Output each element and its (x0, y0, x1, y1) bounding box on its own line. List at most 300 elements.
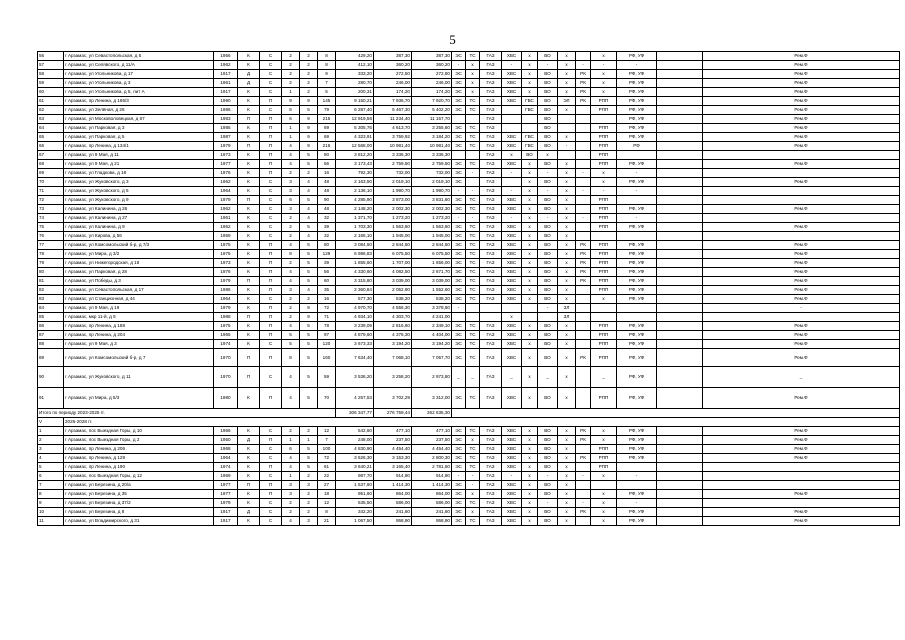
table-cell: ГАЗ (480, 160, 502, 169)
table-cell: С (260, 178, 282, 187)
table-cell: ГВС (522, 133, 538, 142)
table-cell: х (558, 241, 576, 250)
table-cell: ВО (538, 268, 558, 277)
table-cell: ХВС (502, 295, 522, 304)
table-cell: ХВС (502, 196, 522, 205)
section-number: V (38, 418, 64, 427)
table-cell: ГАЗ (480, 268, 502, 277)
table-cell: 3 640,21 (336, 463, 374, 472)
table-cell: С (260, 427, 282, 436)
table-cell: х (522, 169, 538, 178)
table-row (38, 169, 900, 178)
table-cell: 5 (300, 268, 318, 277)
table-cell: Рем.Ф (703, 115, 900, 124)
table-cell: 70 (38, 178, 64, 187)
table-cell: ТС (466, 142, 480, 151)
table-cell: - (617, 169, 657, 178)
table-cell (576, 445, 591, 454)
table-row (38, 445, 900, 454)
table-cell: 4 (282, 322, 300, 331)
table-cell: х (558, 508, 576, 517)
table-cell: С (260, 196, 282, 205)
table-cell: С (260, 187, 282, 196)
table-cell: С (260, 88, 282, 97)
table-cell: х (522, 259, 538, 268)
table-cell: 4 830,90 (336, 445, 374, 454)
address-cell: г Арзамас, пос Выездная Горы, д 10 (64, 427, 214, 436)
table-cell: РФ, УФ (617, 295, 657, 304)
table-cell: 1961 (214, 214, 238, 223)
table-cell: ГАЗ (480, 490, 502, 499)
table-cell: П (260, 160, 282, 169)
table-cell: РПП (591, 241, 617, 250)
table-cell (657, 232, 703, 241)
table-cell: 9 (282, 97, 300, 106)
table-cell: ХВС (502, 268, 522, 277)
table-row (38, 214, 900, 223)
table-row (38, 436, 900, 445)
table-cell: 3 173,43 (336, 160, 374, 169)
table-cell: 241,60 (412, 508, 452, 517)
table-cell: ТС (466, 322, 480, 331)
table-cell (576, 151, 591, 160)
table-cell (576, 205, 591, 214)
table-cell: П (238, 142, 260, 151)
table-cell: ВО (538, 115, 558, 124)
table-cell: х (558, 445, 576, 454)
table-cell: ЭС (452, 499, 466, 508)
table-cell: ВО (538, 232, 558, 241)
table-cell: 2 (300, 88, 318, 97)
table-cell: - (502, 61, 522, 70)
table-cell: П (260, 259, 282, 268)
table-cell: 1976 (214, 169, 238, 178)
table-cell: 914,90 (374, 472, 412, 481)
table-cell: х (591, 169, 617, 178)
table-cell: РФ, УФ (617, 436, 657, 445)
table-cell: К (238, 304, 260, 313)
table-cell: П (238, 313, 260, 322)
address-cell: г Арзамас, ул Угольникова, д 3 (64, 79, 214, 88)
table-cell: П (260, 490, 282, 499)
table-cell: С (260, 205, 282, 214)
table-cell: РФ, УФ (617, 259, 657, 268)
table-cell: РФ, УФ (617, 340, 657, 349)
table-cell: 4 (282, 454, 300, 463)
table-cell: ХВС (502, 490, 522, 499)
table-cell: 71 (38, 187, 64, 196)
table-cell: ХВС (502, 286, 522, 295)
table-cell: 5 (300, 259, 318, 268)
table-cell: С (260, 295, 282, 304)
table-cell: 3 184,20 (412, 133, 452, 142)
table-cell: РПП (591, 445, 617, 454)
table-cell: П (260, 481, 282, 490)
table-cell: РФ, УФ (617, 445, 657, 454)
table-cell: ЭС (452, 340, 466, 349)
table-cell (576, 133, 591, 142)
table-cell: 120 (318, 340, 336, 349)
table-cell: х (522, 205, 538, 214)
table-cell: Рем.Ф (703, 52, 900, 61)
table-cell: ЭС (452, 124, 466, 133)
table-cell: х (558, 268, 576, 277)
table-row: 90 г Арзамас, ул Жуковского, д 11 1970 П С 4 5 59 3 536,20 3 258,20 2 973,80 _ _ ГАЗ _ х _ х _ РФ, УФ _ (38, 367, 900, 388)
table-cell: 5 (282, 331, 300, 340)
table-cell: 2 (300, 472, 318, 481)
table-cell: 3 336,30 (374, 151, 412, 160)
table-cell: РК (576, 268, 591, 277)
table-cell: 1917 (214, 70, 238, 79)
table-cell: ХВС (502, 331, 522, 340)
table-cell: х (502, 151, 522, 160)
table-cell (657, 508, 703, 517)
table-cell: С (260, 52, 282, 61)
table-cell: Д (238, 436, 260, 445)
address-cell: г Арзамас, ул Зелёная, д 26 (64, 106, 214, 115)
table-row (38, 61, 900, 70)
table-cell: ЭС (452, 232, 466, 241)
table-row (38, 313, 900, 322)
table-cell (591, 115, 617, 124)
table-cell (657, 517, 703, 526)
table-cell: РК (576, 427, 591, 436)
table-cell: 3 378,60 (412, 304, 452, 313)
table-cell: С (260, 70, 282, 79)
table-cell: 1 (282, 124, 300, 133)
table-cell: 2 019,10 (374, 178, 412, 187)
table-cell: 39 (318, 223, 336, 232)
table-cell: 9 (38, 499, 64, 508)
table-cell: 2 (300, 499, 318, 508)
table-cell: РПП (591, 214, 617, 223)
table-cell: 3 (300, 517, 318, 526)
table-cell: ВО (538, 97, 558, 106)
table-cell: К (238, 205, 260, 214)
table-cell: ХВС (502, 499, 522, 508)
period-total-label: Итого по периоду 2023-2025 гг. (38, 409, 336, 418)
table-cell: 61 (38, 97, 64, 106)
table-cell: РФ, УФ (617, 517, 657, 526)
table-cell: ТС (466, 223, 480, 232)
table-cell: 1985 (214, 124, 238, 133)
table-cell: ХВС (502, 454, 522, 463)
table-cell: РПП (591, 124, 617, 133)
table-cell: РПП (591, 160, 617, 169)
table-cell: ГАЗ (480, 223, 502, 232)
table-cell: РПП (591, 454, 617, 463)
table-cell: ВО (538, 178, 558, 187)
table-cell: К (238, 124, 260, 133)
table-cell: 2 844,50 (412, 241, 452, 250)
table-cell: х (466, 61, 480, 70)
table-cell: К (238, 268, 260, 277)
table-cell: 914,90 (412, 472, 452, 481)
rows-2023-2025 (38, 52, 900, 349)
table-cell: 732,00 (374, 169, 412, 178)
table-cell: П (238, 481, 260, 490)
table-cell: 71 (318, 313, 336, 322)
table-cell: 3 (282, 481, 300, 490)
table-cell (576, 322, 591, 331)
table-cell: х (558, 436, 576, 445)
table-cell: РК (576, 454, 591, 463)
table-cell: 1 (282, 436, 300, 445)
table-cell: - (538, 187, 558, 196)
table-cell: 1962 (214, 178, 238, 187)
table-cell: - (617, 61, 657, 70)
table-cell: ТС (466, 106, 480, 115)
table-cell: х (558, 214, 576, 223)
table-cell: 4 454,40 (374, 445, 412, 454)
table-cell: РФ (617, 142, 657, 151)
table-cell (502, 304, 522, 313)
table-cell: х (558, 52, 576, 61)
table-cell: 3 831,60 (412, 196, 452, 205)
table-cell: 5 402,20 (412, 106, 452, 115)
table-row (38, 508, 900, 517)
table-cell: ГАЗ (480, 70, 502, 79)
table-cell: С (260, 79, 282, 88)
table-cell: 39 (318, 259, 336, 268)
period-total-area: 306 347,77 (336, 409, 374, 418)
table-cell: 5 (300, 151, 318, 160)
table-cell: ГАЗ (480, 106, 502, 115)
table-cell: 2 (282, 61, 300, 70)
table-cell: ХВС (502, 259, 522, 268)
table-cell: ХВС (502, 133, 522, 142)
table-cell: х (502, 313, 522, 322)
table-cell (657, 313, 703, 322)
table-cell: 4 613,70 (374, 124, 412, 133)
table-cell: 5 (300, 223, 318, 232)
table-cell: - (576, 472, 591, 481)
address-cell: г Арзамас, пр Ленина, д 204 (64, 331, 214, 340)
table-cell: 5 (318, 88, 336, 97)
table-cell: 1 563,60 (374, 223, 412, 232)
table-cell: 12 (318, 499, 336, 508)
table-cell: х (522, 499, 538, 508)
table-cell: 2 (282, 499, 300, 508)
table-cell: РК (576, 88, 591, 97)
table-cell: 1977 (214, 481, 238, 490)
table-cell (502, 115, 522, 124)
table-cell: К (238, 187, 260, 196)
table-cell: РФ, УФ (617, 52, 657, 61)
table-cell: х (522, 517, 538, 526)
table-cell: х (558, 499, 576, 508)
table-cell: 3 153,30 (374, 454, 412, 463)
table-cell: ХВС (502, 88, 522, 97)
table-cell: ГАЗ (480, 286, 502, 295)
table-cell: ГАЗ (480, 331, 502, 340)
table-cell: 5 (300, 277, 318, 286)
table-cell: П (260, 169, 282, 178)
table-cell: Рем.Ф (703, 427, 900, 436)
table-cell: 9 (300, 304, 318, 313)
address-cell: г Арзамас, ул Жуковского, д 5 (64, 187, 214, 196)
table-cell: Д (238, 70, 260, 79)
table-cell: 1986 (214, 106, 238, 115)
table-cell: 1917 (214, 88, 238, 97)
table-cell: РПП (591, 196, 617, 205)
table-cell: 2 002,30 (412, 205, 452, 214)
table-cell: 3 336,30 (412, 151, 452, 160)
table-cell: 5 (38, 463, 64, 472)
table-cell: 2 (282, 52, 300, 61)
table-cell: ГАЗ (480, 115, 502, 124)
table-cell: РФ, УФ (617, 286, 657, 295)
table-cell (522, 115, 538, 124)
table-cell: ХВС (502, 517, 522, 526)
table-cell: - (576, 61, 591, 70)
table-cell: 3 (282, 178, 300, 187)
table-cell: Рем.Ф (703, 61, 900, 70)
table-cell: х (591, 472, 617, 481)
table-cell: 1 945,00 (412, 232, 452, 241)
table-cell: х (558, 187, 576, 196)
table-cell: х (522, 340, 538, 349)
table-cell: - (538, 304, 558, 313)
table-cell (617, 463, 657, 472)
table-cell: 3 255,60 (412, 124, 452, 133)
table-cell: 1 414,30 (374, 481, 412, 490)
address-cell: г Арзамас, ул Березина, д 37/2 (64, 499, 214, 508)
table-cell: 1 990,70 (374, 187, 412, 196)
table-cell: П (260, 97, 282, 106)
table-cell: П (260, 322, 282, 331)
table-cell: ТС (466, 286, 480, 295)
table-cell: 1962 (214, 223, 238, 232)
table-cell: К (238, 472, 260, 481)
table-row (38, 241, 900, 250)
table-cell: ХВС (502, 277, 522, 286)
table-cell (576, 304, 591, 313)
table-cell: ГАЗ (480, 295, 502, 304)
table-cell: ЭС (452, 517, 466, 526)
table-cell: 129 (318, 250, 336, 259)
table-cell (657, 142, 703, 151)
table-cell: Рем.Ф (703, 223, 900, 232)
table-cell: х (522, 232, 538, 241)
table-cell (466, 115, 480, 124)
table-cell: К (238, 427, 260, 436)
table-cell: 5 (300, 322, 318, 331)
table-cell: 3 759,92 (374, 133, 412, 142)
table-cell: 1917 (214, 508, 238, 517)
address-cell: г Арзамас, ул Жуковского, д 3 (64, 178, 214, 187)
table-cell: Рем.Ф (703, 454, 900, 463)
table-cell: 5 (300, 160, 318, 169)
table-cell (576, 232, 591, 241)
table-cell: 2 (300, 79, 318, 88)
table-cell: РПП (591, 205, 617, 214)
table-cell (703, 463, 900, 472)
table-cell: х (558, 454, 576, 463)
table-cell: ЗЛ (558, 304, 576, 313)
table-cell (617, 232, 657, 241)
table-cell: 72 (38, 196, 64, 205)
table-cell: К (238, 445, 260, 454)
table-cell: х (522, 268, 538, 277)
table-cell: 4 (282, 142, 300, 151)
table-cell: 1973 (214, 151, 238, 160)
table-cell: РПП (591, 268, 617, 277)
table-cell: ЭС (452, 160, 466, 169)
table-cell: ГАЗ (480, 52, 502, 61)
table-cell: 2 (282, 508, 300, 517)
table-cell: 538,20 (374, 295, 412, 304)
table-cell: 69 (318, 124, 336, 133)
table-cell: РК (576, 436, 591, 445)
table-row (38, 124, 900, 133)
table-cell: х (466, 79, 480, 88)
table-cell: - (466, 169, 480, 178)
table-cell: 8 (318, 61, 336, 70)
table-cell: - (502, 169, 522, 178)
table-cell: ЭС (452, 454, 466, 463)
table-cell: ВО (538, 295, 558, 304)
table-cell: РФ, УФ (617, 178, 657, 187)
table-cell: П (238, 196, 260, 205)
table-row (38, 79, 900, 88)
table-cell: 1987 (214, 133, 238, 142)
table-cell: х (522, 277, 538, 286)
table-cell: Рем.Ф (703, 277, 900, 286)
table-cell: 2 136,10 (336, 187, 374, 196)
table-cell: х (558, 79, 576, 88)
table-cell: 56 (318, 268, 336, 277)
table-cell (703, 499, 900, 508)
table-cell: РПП (591, 463, 617, 472)
table-cell: х (522, 463, 538, 472)
table-cell: 5 (300, 463, 318, 472)
table-cell: 3 (282, 187, 300, 196)
table-cell: 7 (38, 481, 64, 490)
table-cell: РПП (591, 151, 617, 160)
table-cell: К (238, 223, 260, 232)
table-cell: 987,70 (336, 472, 374, 481)
table-cell: 4 303,70 (374, 313, 412, 322)
table-cell: РФ, УФ (617, 88, 657, 97)
table-cell: С (260, 508, 282, 517)
table-cell: х (522, 250, 538, 259)
table-cell: - (452, 472, 466, 481)
table-cell (452, 313, 466, 322)
table-cell: х (591, 79, 617, 88)
table-row (38, 52, 900, 61)
table-cell: 3 194,20 (412, 340, 452, 349)
table-cell (657, 106, 703, 115)
table-cell: РПП (591, 322, 617, 331)
table-cell: ЭС (452, 445, 466, 454)
table-cell: П (260, 286, 282, 295)
table-cell: ГВС (522, 142, 538, 151)
table-cell (657, 115, 703, 124)
table-cell: П (260, 115, 282, 124)
table-cell: ВО (538, 196, 558, 205)
table-cell: 8 (282, 250, 300, 259)
table-cell: 64 (38, 124, 64, 133)
table-cell: 412,10 (336, 61, 374, 70)
table-cell (617, 313, 657, 322)
table-cell: - (466, 481, 480, 490)
table-cell: ХВС (502, 223, 522, 232)
table-cell: ТС (466, 205, 480, 214)
table-cell: х (522, 472, 538, 481)
table-cell: 1962 (214, 61, 238, 70)
table-cell (576, 331, 591, 340)
